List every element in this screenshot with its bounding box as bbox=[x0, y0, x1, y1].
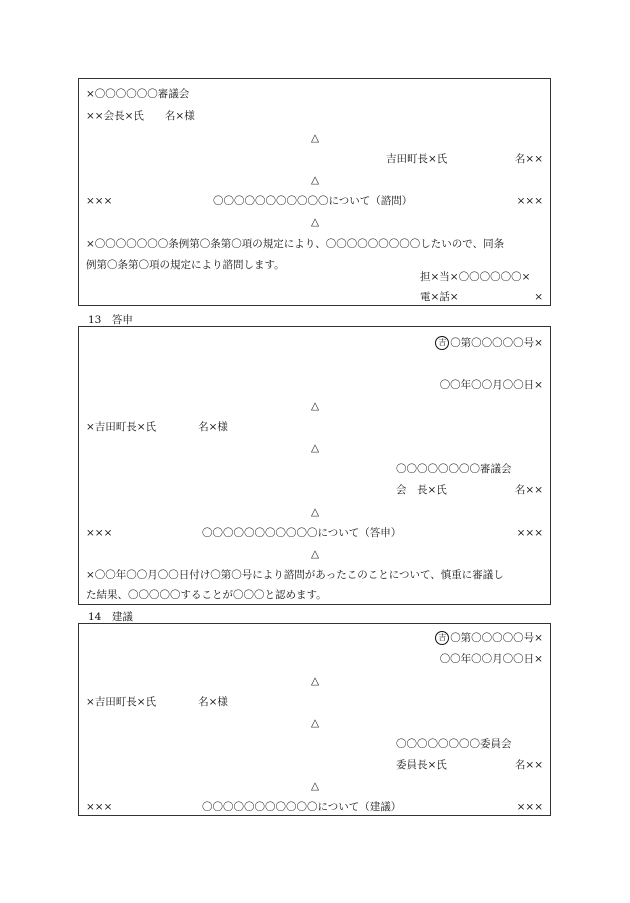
sender-title: 会 長×氏 bbox=[396, 484, 447, 496]
addressee: ×吉田町長×氏 名×様 bbox=[86, 421, 228, 433]
proposal-form-box bbox=[78, 623, 551, 816]
subject-margin-left: ××× bbox=[86, 195, 113, 207]
body-text-line-2: た結果、〇〇〇〇〇することが〇〇〇と認めます。 bbox=[86, 589, 327, 601]
spacer-triangle: △ bbox=[311, 506, 320, 518]
body-text-line-1: ×〇〇〇〇〇〇〇条例第〇条第〇項の規定により、〇〇〇〇〇〇〇〇〇したいので、同条 bbox=[86, 238, 505, 250]
subject-line: 〇〇〇〇〇〇〇〇〇〇〇について（諮問） bbox=[213, 195, 413, 207]
seal-icon: 吉 bbox=[435, 631, 449, 645]
body-text-line-2: 例第〇条第〇項の規定により諮問します。 bbox=[86, 259, 285, 271]
sender-organization: 〇〇〇〇〇〇〇〇委員会 bbox=[396, 738, 512, 750]
contact-phone-value: × bbox=[534, 291, 543, 303]
addressee: ×吉田町長×氏 名×様 bbox=[86, 696, 228, 708]
spacer-triangle: △ bbox=[311, 780, 320, 792]
spacer-triangle: △ bbox=[311, 216, 320, 228]
seal-icon: 吉 bbox=[435, 336, 449, 350]
subject-margin-right: ××× bbox=[516, 527, 543, 539]
sender-name: 名×× bbox=[514, 153, 543, 165]
body-text-line-1: ×〇〇年〇〇月〇〇日付け〇第〇号により諮問があったこのことについて、慎重に審議し bbox=[86, 569, 504, 581]
contact-phone-label: 電×話× bbox=[420, 291, 459, 303]
sender-organization: 〇〇〇〇〇〇〇〇審議会 bbox=[396, 463, 512, 475]
sender-name: 名×× bbox=[514, 484, 543, 496]
document-date: 〇〇年〇〇月〇〇日× bbox=[439, 379, 543, 391]
addressee-chair: ××会長×氏 名×様 bbox=[86, 110, 195, 122]
spacer-triangle: △ bbox=[311, 400, 320, 412]
subject-line: 〇〇〇〇〇〇〇〇〇〇〇について（答申） bbox=[202, 527, 402, 539]
spacer-triangle: △ bbox=[311, 675, 320, 687]
document-number: 吉 〇第〇〇〇〇〇号× bbox=[435, 631, 543, 645]
section-heading-13: 13 答申 bbox=[88, 314, 133, 326]
addressee-council: ×〇〇〇〇〇〇審議会 bbox=[86, 88, 190, 100]
consultation-form-box bbox=[78, 78, 551, 306]
spacer-triangle: △ bbox=[311, 442, 320, 454]
contact-person: 担×当×〇〇〇〇〇〇× bbox=[420, 271, 531, 283]
report-form-box bbox=[78, 326, 551, 605]
spacer-triangle: △ bbox=[311, 548, 320, 560]
subject-margin-left: ××× bbox=[86, 527, 113, 539]
sender-title: 吉田町長×氏 bbox=[386, 153, 448, 165]
document-number: 吉 〇第〇〇〇〇〇号× bbox=[435, 336, 543, 350]
sender-title: 委員長×氏 bbox=[396, 759, 447, 771]
subject-margin-right: ××× bbox=[516, 801, 543, 813]
spacer-triangle: △ bbox=[311, 717, 320, 729]
spacer-triangle: △ bbox=[311, 132, 320, 144]
sender-name: 名×× bbox=[514, 759, 543, 771]
spacer-triangle: △ bbox=[311, 174, 320, 186]
subject-margin-right: ××× bbox=[516, 195, 543, 207]
document-date: 〇〇年〇〇月〇〇日× bbox=[439, 653, 543, 665]
section-heading-14: 14 建議 bbox=[88, 611, 133, 623]
subject-margin-left: ××× bbox=[86, 801, 113, 813]
subject-line: 〇〇〇〇〇〇〇〇〇〇〇について（建議） bbox=[202, 801, 402, 813]
